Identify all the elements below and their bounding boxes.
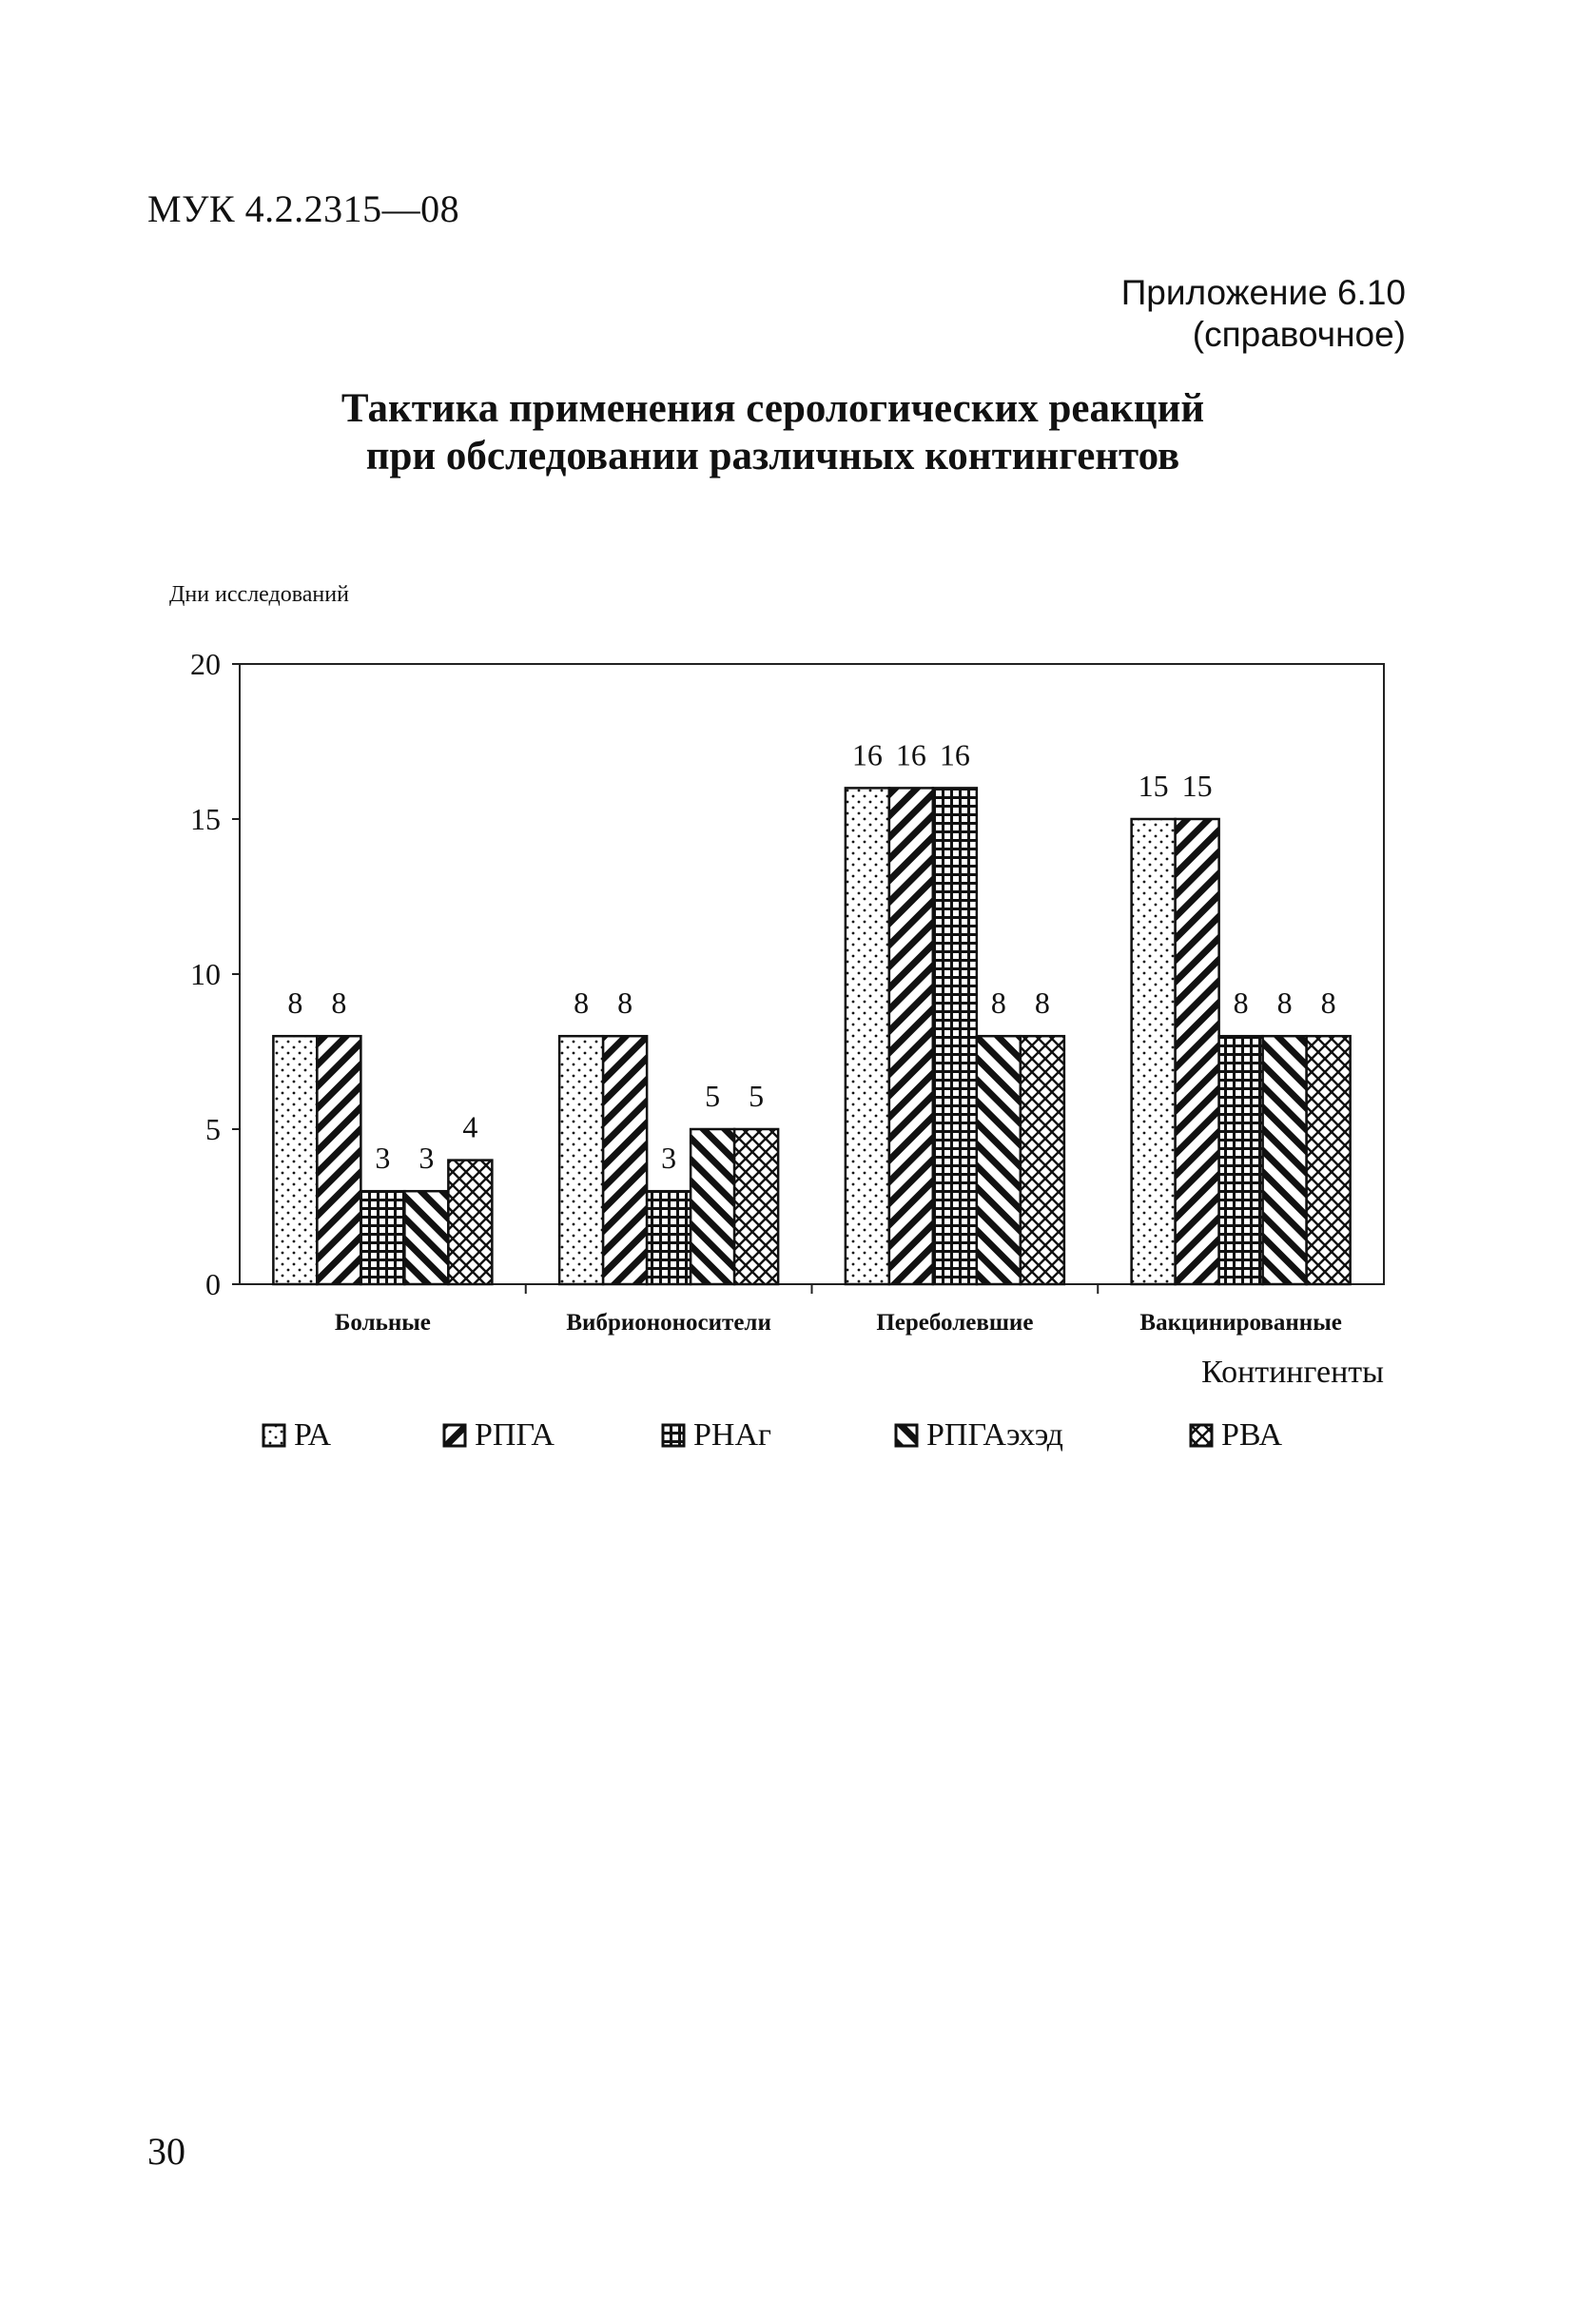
y-tick-label: 0 — [205, 1267, 221, 1301]
x-tick-label: Больные — [334, 1310, 431, 1336]
page-number: 30 — [147, 2130, 185, 2173]
bar — [977, 1036, 1021, 1284]
bar — [691, 1129, 734, 1284]
bar — [559, 1036, 603, 1284]
x-tick-label: Вакцинированные — [1139, 1310, 1342, 1336]
legend-swatch — [1189, 1423, 1214, 1448]
bar — [273, 1036, 317, 1284]
data-label: 8 — [990, 986, 1006, 1021]
data-label: 8 — [331, 986, 347, 1021]
page-title-line1: Тактика применения серологических реакций — [341, 386, 1205, 431]
legend-swatch — [442, 1423, 467, 1448]
page-title-line2: при обследовании различных контингентов — [365, 434, 1180, 478]
data-label: 16 — [851, 737, 883, 772]
bar — [734, 1129, 778, 1284]
legend-item — [661, 1417, 771, 1454]
bar — [1263, 1036, 1307, 1284]
legend-swatch — [661, 1423, 686, 1448]
bar — [1132, 819, 1176, 1284]
data-label: 3 — [375, 1141, 391, 1176]
y-tick-label: 5 — [205, 1112, 221, 1146]
data-label: 3 — [661, 1141, 677, 1176]
y-tick-label: 20 — [190, 647, 221, 681]
x-axis-label: Контингенты — [1201, 1355, 1384, 1390]
y-axis-label: Дни исследований — [169, 582, 349, 607]
data-label: 8 — [1233, 986, 1249, 1021]
bar — [603, 1036, 647, 1284]
data-label: 5 — [705, 1079, 721, 1113]
legend-item — [262, 1417, 331, 1454]
bar — [448, 1161, 492, 1284]
legend-item — [442, 1417, 555, 1454]
chart-legend — [262, 1417, 1346, 1465]
bar — [360, 1191, 404, 1284]
legend-item — [894, 1417, 1063, 1454]
data-label: 8 — [1320, 986, 1336, 1021]
appendix-type: (справочное) — [1192, 315, 1406, 354]
data-label: 8 — [574, 986, 590, 1021]
bar — [1307, 1036, 1351, 1284]
data-label: 8 — [1034, 986, 1050, 1021]
y-tick-label: 10 — [190, 957, 221, 991]
bar — [1219, 1036, 1263, 1284]
bar — [889, 788, 933, 1284]
bar — [317, 1036, 360, 1284]
bar — [1176, 819, 1219, 1284]
legend-label: РНАг — [693, 1417, 771, 1453]
data-label: 15 — [1181, 769, 1213, 803]
bar — [933, 788, 977, 1284]
legend-swatch — [262, 1423, 286, 1448]
legend-label: РПГА — [475, 1417, 555, 1453]
data-label: 16 — [895, 737, 926, 772]
legend-label: РПГАэхэд — [926, 1417, 1063, 1453]
data-label: 8 — [617, 986, 633, 1021]
data-label: 8 — [287, 986, 303, 1021]
appendix-number: Приложение 6.10 — [1120, 273, 1406, 312]
legend-item — [1189, 1417, 1282, 1454]
data-label: 4 — [462, 1109, 478, 1144]
data-label: 8 — [1276, 986, 1293, 1021]
legend-label: РВА — [1221, 1417, 1282, 1453]
bar — [846, 788, 889, 1284]
document-code: МУК 4.2.2315—08 — [147, 187, 460, 230]
bar — [404, 1191, 448, 1284]
data-label: 5 — [749, 1079, 765, 1113]
bar — [1021, 1036, 1064, 1284]
data-label: 15 — [1138, 769, 1169, 803]
legend-label: РА — [294, 1417, 332, 1453]
legend-swatch — [894, 1423, 919, 1448]
y-tick-label: 15 — [190, 802, 221, 836]
data-label: 16 — [939, 737, 970, 772]
bar — [647, 1191, 691, 1284]
x-tick-label: Переболевшие — [876, 1310, 1034, 1336]
data-label: 3 — [418, 1141, 435, 1176]
x-tick-label: Вибриононосители — [566, 1310, 771, 1336]
